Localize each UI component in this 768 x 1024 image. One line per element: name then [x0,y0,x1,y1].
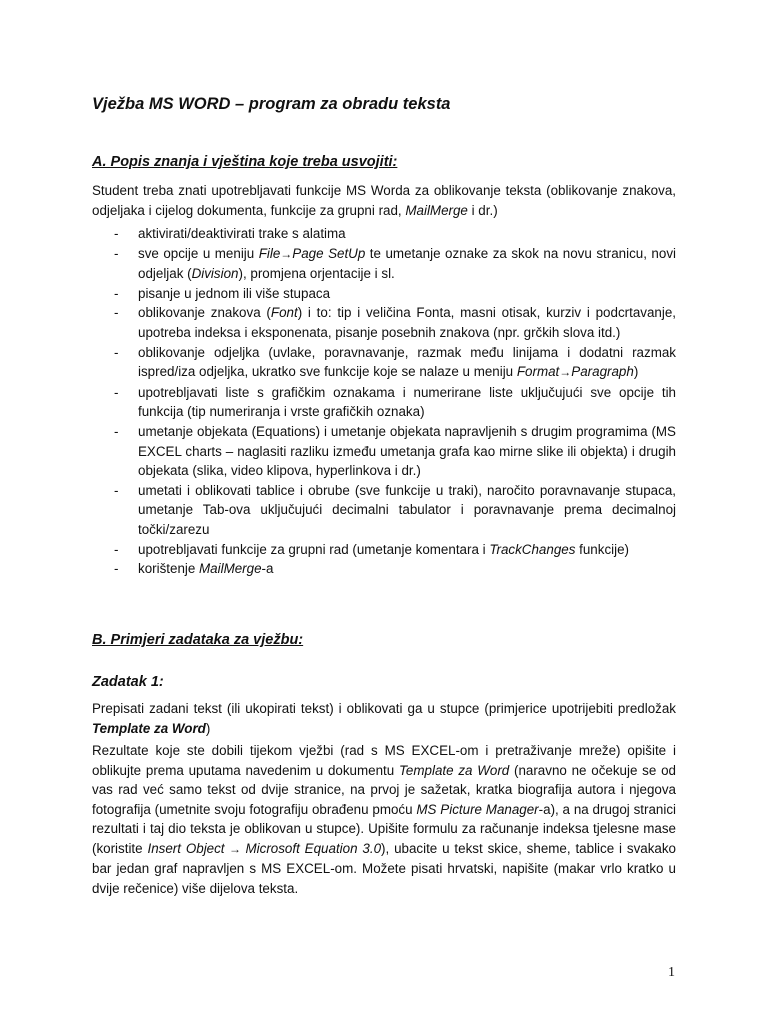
list-item: - upotrebljavati funkcije za grupni rad (umetanje komentara i TrackChanges funkcije) [114,541,630,557]
list-item: - aktivirati/deaktivirati trake s alatima [114,226,346,241]
list-item: - umetati i oblikovati tablice i obrube (sve funkcije u traki), naročito poravnavanje stupaca, umetanje Tab-ova uključujući decimalni tabulator i poravnavanje prema decimalnoj točki/zarezu [114,482,676,537]
list-item: - umetanje objekata (Equations) i umetanje objekata napravljenih s drugim programima (MS EXCEL charts – naglasiti razliku između umetanja grafa kao mirne slike ili objekta) i drugih objekata (slika, video klipova, hyperlinkova i dr.) [114,423,676,479]
skills-list [92,224,676,579]
arrow-icon: → [559,365,572,380]
list-item: - upotrebljavati liste s grafičkim oznakama i numerirane liste uključujući sve opcije tih funkcija (tip numeriranja i vrste grafičkih oznaka) [114,384,676,420]
document-title: Vježba MS WORD – program za obradu teksta [92,95,451,113]
list-item: - korištenje MailMerge-a [114,561,274,577]
arrow-icon: → [280,246,293,261]
mailmerge-term: MailMerge [405,202,468,218]
arrow-icon: → [224,841,246,856]
zadatak-title: Zadatak 1: [92,674,164,690]
list-item: - oblikovanje znakova (Font) i to: tip i veličina Fonta, masni otisak, kurziv i podcrtavanje, upotreba indeksa i eksponenata, pisanje posebnih znakova (npr. grčkih slova itd.) [114,305,676,340]
page-number: 1 [668,965,675,980]
intro-paragraph: Student treba znati upotrebljavati funkcije MS Worda za oblikovanje teksta (oblikovanje znakova, odjeljaka i cijelog dokumenta, funkcije za grupni rad, MailMerge i dr.) [92,183,676,218]
task-paragraph-1: Prepisati zadani tekst (ili ukopirati tekst) i oblikovati ga u stupce (primjerice upotrijebiti predložak Template za Word) [92,701,676,736]
list-item: - sve opcije u meniju File→Page SetUp te umetanje oznake za skok na novu stranicu, novi odjeljak (Division), promjena orjentacije i sl. [114,245,676,282]
list-item: - pisanje u jednom ili više stupaca [114,285,331,301]
list-item: - oblikovanje odjeljka (uvlake, poravnavanje, razmak među linijama i dodatni razmak ispred/iza odjeljka, ukratko sve funkcije koje se nalaze u meniju Format→Paragraph) [114,344,676,380]
section-b-heading: B. Primjeri zadataka za vježbu: [92,632,304,648]
section-a-heading: A. Popis znanja i vještina koje treba usvojiti: [92,154,398,170]
task-paragraph-2: Rezultate koje ste dobili tijekom vježbi (rad s MS EXCEL-om i pretraživanje mreže) opišite i oblikujte prema uputama navedenim u dokumentu Template za Word (naravno ne očekuje se od vas rad već samo tekst od dvije stranice, na prvoj je sažetak, kratka biografija autora i njegova fotografija (umetnite svoju fotografiju obrađenu pmoću MS Picture Manager-a), a na drugoj stranici rezultati i taj dio teksta je oblikovan u stupce). Upišite formulu za računanje indeksa tjelesne mase (koristite Insert Object → Microsoft Equation 3.0), ubacite u tekst skice, sheme, tablice i svakako bar jedan graf napravljen s MS EXCEL-om. Možete pisati hrvatski, napišite (makar vrlo kratko u dvije rečenice) više dijelova teksta. [92,743,676,896]
